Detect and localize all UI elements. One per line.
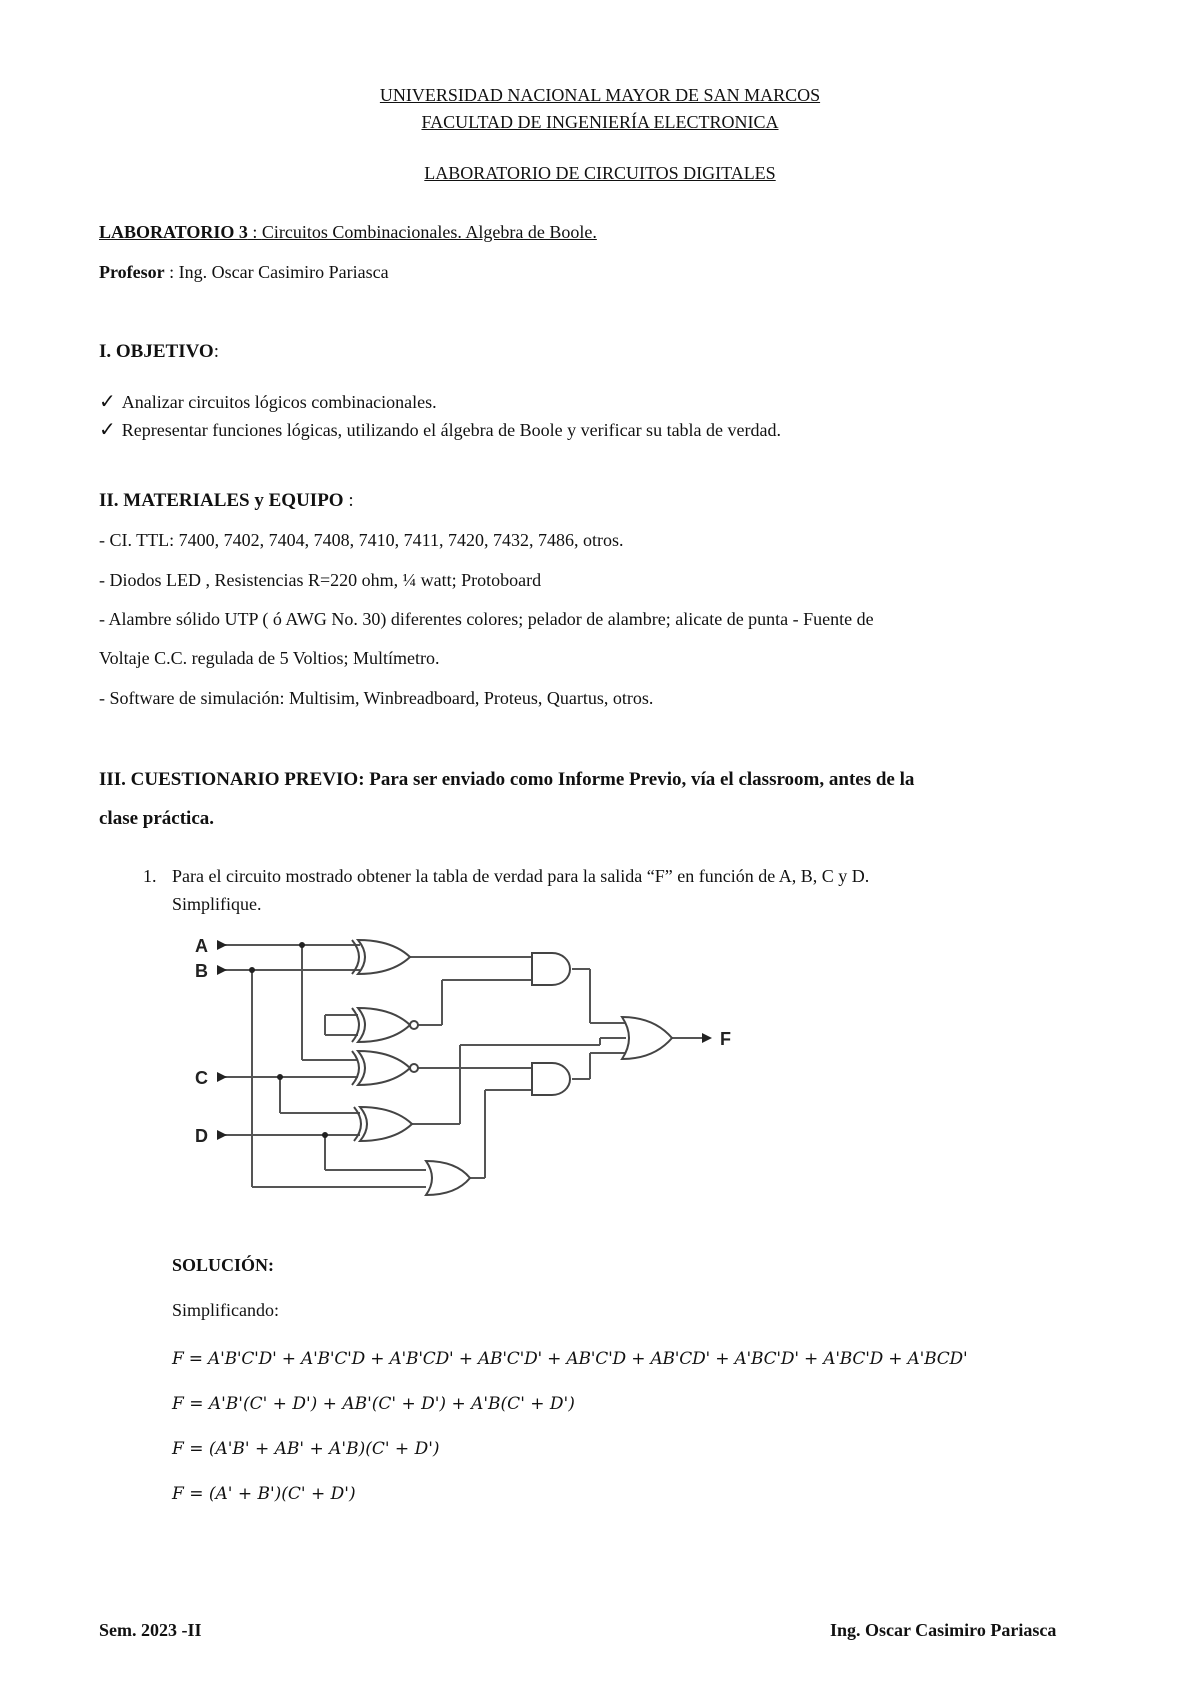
lab-topic: Circuitos Combinacionales. Algebra de Boole.	[261, 222, 597, 242]
xnor-gate-icon	[358, 1051, 410, 1085]
materiales-line: - Software de simulación: Multisim, Winbreadboard, Proteus, Quartus, otros.	[99, 688, 654, 708]
or-gate-icon	[426, 1161, 470, 1195]
objetivo-heading-text: I. OBJETIVO	[99, 341, 214, 362]
materiales-colon: :	[343, 490, 354, 511]
junction-dots	[249, 942, 328, 1138]
equation: F = (A' + B')(C' + D')	[172, 1484, 356, 1504]
question-text-line1: Para el circuito mostrado obtener la tabla de verdad para la salida “F” en función de A, B, C y D.	[172, 866, 870, 886]
input-label-a: A	[195, 936, 208, 956]
materiales-line: Voltaje C.C. regulada de 5 Voltios; Multímetro.	[99, 648, 440, 668]
equation: F = (A'B' + AB' + A'B)(C' + D')	[172, 1439, 440, 1459]
objetivo-item-text: Representar funciones lógicas, utilizando el álgebra de Boole y verificar su tabla de verdad.	[121, 420, 782, 440]
solucion-heading: SOLUCIÓN:	[172, 1255, 275, 1275]
faculty-title: FACULTAD DE INGENIERÍA ELECTRONICA	[421, 112, 779, 132]
checkmark-icon: ✓	[99, 389, 116, 413]
materiales-line: - Alambre sólido UTP ( ó AWG No. 30) diferentes colores; pelador de alambre; alicate de punta - Fuente de	[99, 609, 874, 629]
objetivo-colon: :	[213, 341, 219, 362]
cuestionario-heading-line1: III. CUESTIONARIO PREVIO: Para ser enviado como Informe Previo, vía el classroom, antes de la	[99, 769, 915, 790]
objetivo-item-text: Analizar circuitos lógicos combinacionales.	[121, 392, 437, 412]
xor-gate-icon	[358, 940, 410, 974]
professor-line	[99, 262, 389, 283]
professor-sep: :	[164, 262, 179, 282]
circuit-wires	[225, 945, 710, 1187]
input-label-c: C	[195, 1068, 208, 1088]
or-gate-icon	[622, 1017, 672, 1059]
xor-gate-icon	[360, 1107, 412, 1141]
and-gate-icon	[532, 1063, 570, 1095]
logic-circuit-diagram	[180, 925, 800, 1210]
objetivo-item	[99, 389, 437, 413]
and-gate-icon	[532, 953, 570, 985]
equation: F = A'B'(C' + D') + AB'(C' + D') + A'B(C' + D')	[172, 1394, 575, 1414]
equation: F = A'B'C'D' + A'B'C'D + A'B'CD' + AB'C'D' + AB'C'D + AB'CD' + A'BC'D' + A'BC'D + A'BCD'	[172, 1349, 968, 1369]
footer-semester: Sem. 2023 -II	[99, 1620, 202, 1640]
materiales-line: - Diodos LED , Resistencias R=220 ohm, ¼ watt; Protoboard	[99, 570, 542, 590]
solucion-intro: Simplificando:	[172, 1300, 279, 1320]
materiales-heading-text: II. MATERIALES y EQUIPO	[99, 490, 344, 511]
university-title: UNIVERSIDAD NACIONAL MAYOR DE SAN MARCOS	[379, 85, 821, 105]
output-label-f: F	[720, 1029, 731, 1049]
objetivo-item	[99, 417, 781, 441]
question-text-line2: Simplifique.	[172, 894, 262, 914]
lab-title: LABORATORIO DE CIRCUITOS DIGITALES	[424, 163, 776, 183]
footer-author: Ing. Oscar Casimiro Pariasca	[830, 1620, 1057, 1640]
lab-line	[99, 222, 597, 243]
professor-label: Profesor	[99, 262, 165, 282]
question-number: 1.	[143, 866, 157, 886]
professor-name: Ing. Oscar Casimiro Pariasca	[178, 262, 389, 282]
materiales-line: - CI. TTL: 7400, 7402, 7404, 7408, 7410, 7411, 7420, 7432, 7486, otros.	[99, 530, 624, 550]
objetivo-heading	[99, 341, 219, 363]
xnor-gate-icon	[358, 1008, 410, 1042]
cuestionario-heading-line2: clase práctica.	[99, 808, 215, 829]
materiales-heading	[99, 490, 354, 512]
input-label-b: B	[195, 961, 208, 981]
input-label-d: D	[195, 1126, 208, 1146]
lab-label: LABORATORIO 3	[99, 222, 248, 242]
checkmark-icon: ✓	[99, 417, 116, 441]
lab-sep: :	[247, 222, 262, 242]
